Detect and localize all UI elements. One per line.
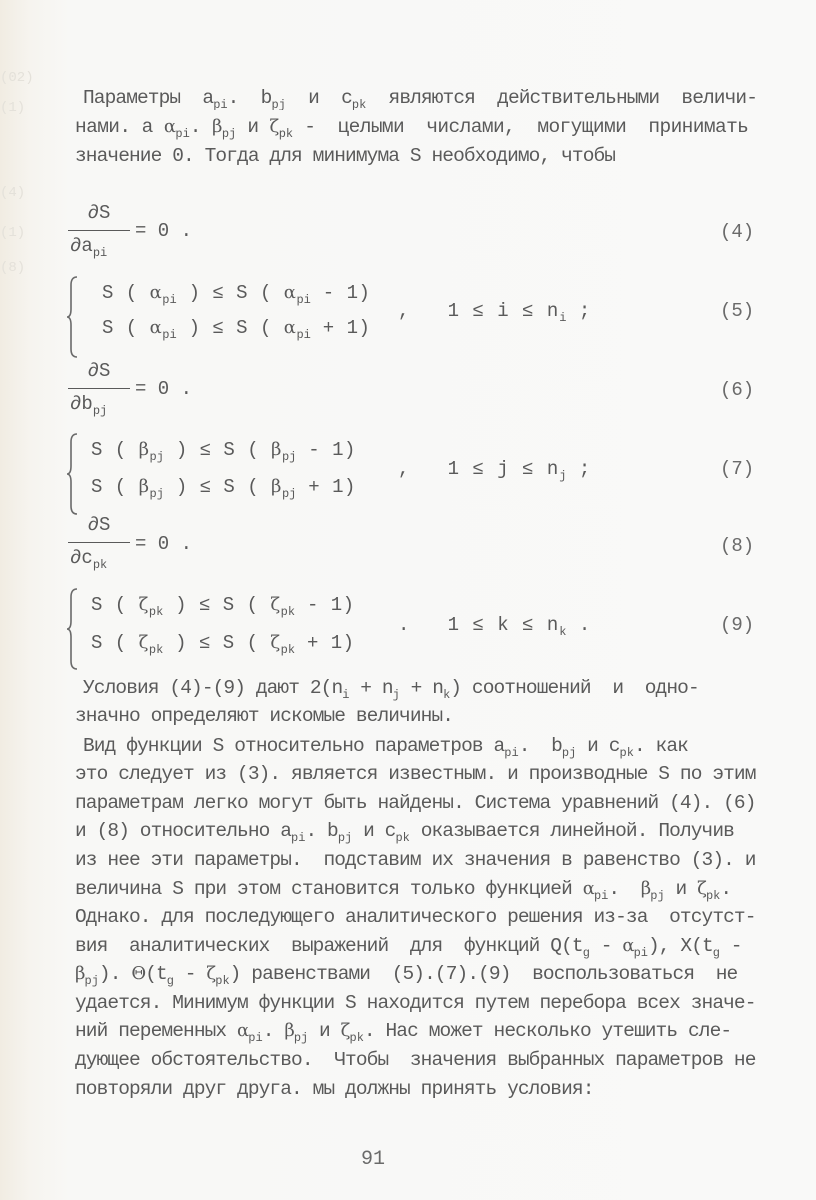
paragraph3-line7: Однако. для последующего аналитического решения из-за отсутст- bbox=[75, 906, 756, 928]
eq7-condition bbox=[398, 458, 592, 483]
zeta-symbol: ζ bbox=[269, 116, 279, 137]
zeta-symbol: ζ bbox=[270, 632, 281, 653]
subscript: pj bbox=[92, 404, 108, 418]
zeta-symbol: ζ bbox=[138, 594, 149, 615]
text: . Нас может несколько утешить сле- bbox=[363, 1020, 732, 1042]
beta-symbol: β bbox=[212, 116, 222, 137]
text: и bbox=[236, 116, 270, 138]
numerator: ∂S bbox=[87, 360, 111, 382]
text: ∂c bbox=[70, 547, 93, 569]
beta-symbol: β bbox=[138, 439, 150, 460]
subscript: i bbox=[342, 688, 350, 702]
subscript: j bbox=[559, 469, 567, 483]
beta-symbol: β bbox=[640, 878, 651, 899]
text: . bbox=[189, 116, 213, 138]
subscript: pk bbox=[705, 889, 721, 903]
zeta-symbol: ζ bbox=[270, 594, 281, 615]
text: ), X(t bbox=[647, 935, 713, 957]
eq5-number: (5) bbox=[720, 300, 755, 322]
text: и (8) относительно a bbox=[75, 820, 292, 842]
text: ) равенствами (5).(7).(9) воспользоваться не bbox=[229, 963, 738, 985]
text: , 1 ≤ i ≤ n bbox=[398, 300, 560, 322]
subscript: pj bbox=[149, 487, 164, 501]
eq9-row1 bbox=[91, 594, 355, 619]
text: ∂a bbox=[70, 235, 93, 257]
eq4-number: (4) bbox=[720, 221, 755, 243]
eq9-number: (9) bbox=[720, 614, 755, 636]
text: + n bbox=[349, 677, 393, 699]
text: S ( bbox=[91, 476, 139, 498]
text: и bbox=[664, 878, 698, 900]
text: - bbox=[174, 963, 207, 985]
eq8-rhs: = 0 . bbox=[135, 533, 193, 555]
paragraph1-line3: значение 0. Тогда для минимума S необходимо, чтобы bbox=[75, 145, 616, 167]
theta-symbol: Θ bbox=[131, 963, 146, 984]
subscript: g bbox=[582, 946, 590, 960]
text: Условия (4)-(9) дают 2(n bbox=[83, 677, 343, 699]
subscript: pk bbox=[395, 831, 410, 845]
text: . как bbox=[633, 735, 688, 757]
beta-symbol: β bbox=[75, 963, 85, 984]
alpha-symbol: α bbox=[237, 1020, 249, 1041]
text: . b bbox=[518, 735, 562, 757]
subscript: pk bbox=[349, 1031, 364, 1045]
zeta-symbol: ζ bbox=[340, 1020, 350, 1041]
subscript: pi bbox=[291, 831, 306, 845]
alpha-symbol: α bbox=[582, 878, 594, 899]
subscript: pi bbox=[248, 1031, 263, 1045]
numerator: ∂S bbox=[87, 514, 111, 536]
subscript: pj bbox=[281, 450, 297, 464]
eq6-rhs: = 0 . bbox=[135, 378, 193, 400]
paragraph3-line13: повторяли друг друга. мы должны принять условия: bbox=[75, 1078, 594, 1100]
subscript: pj bbox=[84, 974, 99, 988]
text: . b bbox=[227, 87, 272, 109]
subscript: pj bbox=[650, 889, 665, 903]
subscript: pk bbox=[619, 746, 634, 760]
paragraph3-line9 bbox=[75, 962, 757, 986]
text: - bbox=[589, 935, 623, 957]
text: . b bbox=[305, 820, 338, 842]
text: ∂b bbox=[70, 393, 93, 415]
subscript: pi bbox=[213, 98, 228, 110]
eq4-rhs: = 0 . bbox=[135, 220, 193, 242]
text: ) ≤ S ( bbox=[163, 594, 271, 616]
subscript: pk bbox=[92, 558, 108, 572]
text: и c bbox=[576, 735, 620, 757]
paragraph3-line12: дующее обстоятельство. Чтобы значения выбранных параметров не bbox=[75, 1049, 756, 1071]
fraction-bar bbox=[68, 230, 130, 231]
alpha-symbol: α bbox=[163, 116, 176, 137]
eq8-number: (8) bbox=[720, 535, 755, 557]
text: и c bbox=[352, 820, 396, 842]
subscript: g bbox=[166, 974, 174, 988]
eq5-row1 bbox=[102, 282, 371, 307]
paragraph3-line10: удается. Минимум функции S находится путем перебора всех значе- bbox=[75, 992, 756, 1014]
text: Параметры a bbox=[83, 87, 214, 109]
text: оказывается линейной. Получив bbox=[409, 820, 734, 842]
denominator bbox=[68, 393, 132, 418]
subscript: pj bbox=[561, 746, 577, 760]
paragraph3-line1 bbox=[83, 734, 757, 758]
paragraph3-line11 bbox=[75, 1019, 757, 1043]
subscript: pk bbox=[280, 643, 296, 657]
left-brace-icon bbox=[66, 432, 78, 516]
subscript: j bbox=[392, 688, 400, 702]
subscript: pk bbox=[351, 98, 367, 110]
text: - целыми числами, могущими принимать bbox=[293, 116, 749, 138]
text: ) соотношений и одно- bbox=[450, 677, 699, 699]
eq7-row2 bbox=[91, 476, 356, 501]
denominator bbox=[68, 547, 132, 572]
text: . bbox=[608, 878, 641, 900]
text: S ( bbox=[102, 282, 150, 304]
text: . bbox=[720, 878, 732, 900]
text: + 1) bbox=[310, 317, 371, 339]
text: величина S при этом становится только функцией bbox=[75, 878, 583, 900]
eq7-row1 bbox=[91, 439, 356, 464]
text: - 1) bbox=[296, 439, 356, 461]
paragraph3-line4 bbox=[75, 819, 757, 843]
eq5-condition bbox=[398, 300, 592, 325]
text: , 1 ≤ j ≤ n bbox=[398, 458, 560, 480]
subscript: pi bbox=[175, 127, 190, 141]
eq7-number: (7) bbox=[720, 458, 755, 480]
beta-symbol: β bbox=[138, 476, 150, 497]
paragraph2-line2: значно определяют искомые величины. bbox=[75, 705, 454, 727]
zeta-symbol: ζ bbox=[697, 878, 706, 899]
text: S ( bbox=[91, 594, 139, 616]
text: . 1 ≤ k ≤ n bbox=[398, 614, 560, 636]
subscript: pk bbox=[280, 605, 296, 619]
text: + 1) bbox=[296, 476, 356, 498]
subscript: pk bbox=[148, 643, 164, 657]
subscript: pi bbox=[633, 946, 648, 960]
paragraph1-line2 bbox=[75, 115, 757, 139]
subscript: pk bbox=[215, 974, 230, 988]
fraction-bar bbox=[68, 388, 130, 389]
text: S ( bbox=[91, 439, 139, 461]
text: (t bbox=[145, 963, 167, 985]
text: ний переменных bbox=[75, 1020, 238, 1042]
text: + n bbox=[399, 677, 444, 699]
text: Вид функции S относительно параметров a bbox=[83, 735, 505, 757]
text: нами. а bbox=[75, 116, 164, 138]
text: ) ≤ S ( bbox=[163, 632, 271, 654]
eq9-condition bbox=[398, 614, 592, 639]
subscript: g bbox=[712, 946, 720, 960]
subscript: pi bbox=[296, 328, 311, 342]
subscript: pi bbox=[92, 246, 108, 260]
subscript: pj bbox=[337, 831, 353, 845]
zeta-symbol: ζ bbox=[138, 632, 149, 653]
text: - 1) bbox=[295, 594, 355, 616]
paragraph3-line2: это следует из (3). является известным. и производные S по этим bbox=[75, 763, 756, 785]
bleed-through-text: (8) bbox=[0, 260, 26, 276]
text: S ( bbox=[91, 632, 139, 654]
text: . bbox=[262, 1020, 285, 1042]
alpha-symbol: α bbox=[149, 317, 163, 338]
subscript: i bbox=[559, 311, 567, 325]
subscript: pi bbox=[593, 889, 609, 903]
text: ) ≤ S ( bbox=[163, 439, 272, 461]
text: и c bbox=[285, 87, 352, 109]
paragraph2-line1 bbox=[83, 676, 757, 700]
subscript: pi bbox=[162, 328, 177, 342]
subscript: pj bbox=[149, 450, 164, 464]
text: S ( bbox=[102, 317, 150, 339]
text: - bbox=[720, 935, 742, 957]
text: ; bbox=[566, 300, 592, 322]
subscript: pk bbox=[148, 605, 164, 619]
subscript: pj bbox=[293, 1031, 309, 1045]
alpha-symbol: α bbox=[149, 282, 163, 303]
zeta-symbol: ζ bbox=[206, 963, 216, 984]
alpha-symbol: α bbox=[622, 935, 634, 956]
text: - 1) bbox=[310, 282, 371, 304]
subscript: pi bbox=[162, 293, 177, 307]
text: вия аналитических выражений для функций Q(t bbox=[75, 935, 583, 957]
paragraph1-line1 bbox=[83, 86, 757, 110]
page-number: 91 bbox=[361, 1148, 386, 1171]
subscript: k bbox=[443, 688, 451, 702]
numerator: ∂S bbox=[87, 202, 111, 224]
subscript: pj bbox=[281, 487, 297, 501]
text: + 1) bbox=[295, 632, 355, 654]
eq5-row2 bbox=[102, 317, 371, 342]
text: и bbox=[308, 1020, 341, 1042]
subscript: pi bbox=[296, 293, 311, 307]
subscript: k bbox=[559, 625, 567, 639]
paragraph3-line5: из нее эти параметры. подставим их значения в равенство (3). и bbox=[75, 849, 756, 871]
subscript: pj bbox=[221, 127, 237, 141]
alpha-symbol: α bbox=[283, 317, 297, 338]
text: ) ≤ S ( bbox=[176, 317, 284, 339]
text: ). bbox=[98, 963, 132, 985]
eq9-row2 bbox=[91, 632, 355, 657]
text: ; bbox=[566, 458, 592, 480]
left-brace-icon bbox=[66, 587, 78, 671]
subscript: pi bbox=[504, 746, 519, 760]
paragraph3-line3: параметрам легко могут быть найдены. Система уравнений (4). (6) bbox=[75, 792, 756, 814]
beta-symbol: β bbox=[284, 1020, 294, 1041]
text: ) ≤ S ( bbox=[176, 282, 284, 304]
text: ) ≤ S ( bbox=[163, 476, 272, 498]
left-brace-icon bbox=[66, 275, 78, 359]
subscript: pk bbox=[278, 127, 294, 141]
subscript: pj bbox=[271, 98, 286, 110]
fraction-bar bbox=[68, 542, 130, 543]
denominator bbox=[68, 235, 132, 260]
bleed-through-text: (4) bbox=[0, 185, 26, 201]
beta-symbol: β bbox=[271, 439, 282, 460]
text: . bbox=[566, 614, 592, 636]
alpha-symbol: α bbox=[283, 282, 297, 303]
paragraph3-line8 bbox=[75, 934, 757, 958]
bleed-through-text: (1) bbox=[0, 225, 26, 241]
beta-symbol: β bbox=[271, 476, 282, 497]
eq6-number: (6) bbox=[720, 379, 755, 401]
bleed-through-text: (1) bbox=[0, 100, 26, 116]
bleed-through-text: (02) bbox=[0, 70, 34, 86]
paragraph3-line6 bbox=[75, 877, 757, 901]
text: являются действительными величи- bbox=[366, 87, 757, 109]
